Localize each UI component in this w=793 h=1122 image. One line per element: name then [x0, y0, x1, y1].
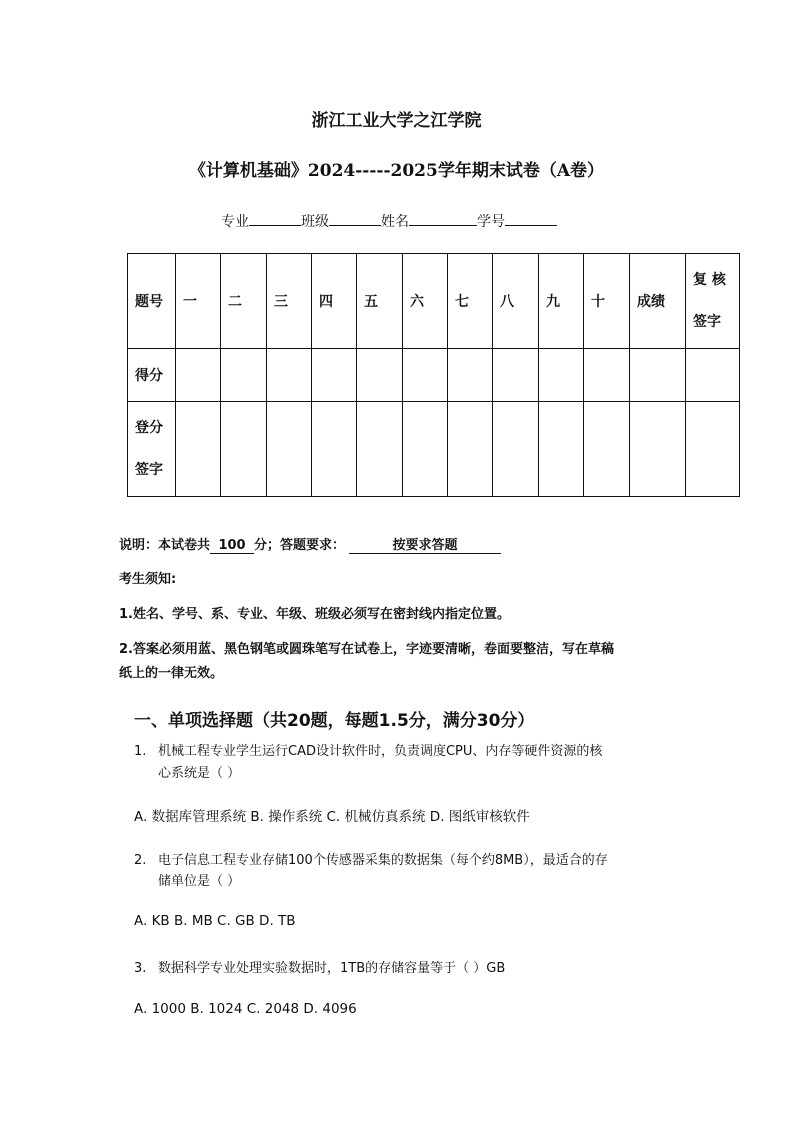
- score-cell[interactable]: [448, 349, 493, 402]
- row-label-sign: [128, 402, 176, 497]
- question-3: [134, 957, 505, 976]
- sign-cell[interactable]: [312, 402, 357, 497]
- score-row: [128, 349, 740, 402]
- score-cell[interactable]: [357, 349, 403, 402]
- question-text: 数据科学专业处理实验数据时，1TB的存储容量等于（ ）GB: [158, 961, 506, 976]
- column-header: 九: [539, 254, 584, 349]
- sign-cell[interactable]: [630, 402, 686, 497]
- sign-cell[interactable]: [493, 402, 539, 497]
- column-header-total: 成绩: [630, 254, 686, 349]
- score-cell[interactable]: [267, 349, 312, 402]
- column-header: 四: [312, 254, 357, 349]
- question-2-continued: 储单位是（ ）: [158, 874, 241, 889]
- question-text: 电子信息工程专业存储100个传感器采集的数据集（每个约8MB），最适合的存: [158, 853, 608, 868]
- question-number: 2.: [134, 853, 147, 868]
- sign-cell[interactable]: [448, 402, 493, 497]
- question-number-row: [128, 254, 740, 349]
- column-header: 一: [176, 254, 221, 349]
- sign-label-line1: 登分: [135, 420, 163, 436]
- score-cell[interactable]: [312, 349, 357, 402]
- question-number: 3.: [134, 961, 147, 976]
- score-table: [127, 253, 740, 497]
- question-1-continued: 心系统是（ ）: [158, 766, 241, 781]
- exam-note-line: [119, 534, 501, 554]
- column-header: 八: [493, 254, 539, 349]
- column-header: 五: [357, 254, 403, 349]
- sign-row: [128, 402, 740, 497]
- total-score: 100: [210, 538, 254, 554]
- rule-2-line1: 2.答案必须用蓝、黑色钢笔或圆珠笔写在试卷上，字迹要清晰，卷面要整洁，写在草稿: [119, 642, 614, 657]
- score-cell[interactable]: [630, 349, 686, 402]
- score-cell[interactable]: [686, 349, 740, 402]
- sign-cell[interactable]: [176, 402, 221, 497]
- question-1-options: A. 数据库管理系统 B. 操作系统 C. 机械仿真系统 D. 图纸审核软件: [134, 809, 530, 825]
- id-blank[interactable]: [505, 211, 557, 226]
- question-2: [134, 849, 608, 868]
- rule-1: 1.姓名、学号、系、专业、年级、班级必须写在密封线内指定位置。: [119, 607, 510, 622]
- sign-cell[interactable]: [221, 402, 267, 497]
- note-mid: 分；答题要求：: [254, 538, 346, 553]
- sign-cell[interactable]: [403, 402, 448, 497]
- review-label-line1: 复 核: [693, 272, 726, 288]
- row-label-score: 得分: [128, 349, 176, 402]
- class-label: 班级: [301, 214, 329, 230]
- sign-label-line2: 签字: [135, 462, 163, 478]
- score-cell[interactable]: [493, 349, 539, 402]
- notice-title: 考生须知:: [119, 572, 177, 587]
- review-sign-header: [686, 254, 740, 349]
- score-cell[interactable]: [403, 349, 448, 402]
- id-label: 学号: [477, 214, 505, 230]
- column-header: 十: [584, 254, 630, 349]
- name-label: 姓名: [381, 214, 409, 230]
- question-1: [134, 740, 602, 759]
- column-header: 六: [403, 254, 448, 349]
- answer-requirement: 按要求答题: [349, 534, 501, 554]
- class-blank[interactable]: [329, 211, 381, 226]
- school-title: 浙江工业大学之江学院: [311, 111, 482, 131]
- section-title: 一、单项选择题（共20题，每题1.5分，满分30分）: [134, 711, 535, 731]
- row-label-question: 题号: [128, 254, 176, 349]
- note-prefix: 说明：本试卷共: [119, 538, 211, 553]
- sign-cell[interactable]: [539, 402, 584, 497]
- score-cell[interactable]: [221, 349, 267, 402]
- question-number: 1.: [134, 744, 147, 759]
- score-cell[interactable]: [539, 349, 584, 402]
- question-text: 机械工程专业学生运行CAD设计软件时，负责调度CPU、内存等硬件资源的核: [158, 744, 603, 759]
- major-label: 专业: [221, 214, 249, 230]
- sign-cell[interactable]: [686, 402, 740, 497]
- question-2-options: A. KB B. MB C. GB D. TB: [134, 913, 296, 929]
- column-header: 二: [221, 254, 267, 349]
- exam-title: 《计算机基础》2024-----2025学年期末试卷（A卷）: [188, 161, 605, 181]
- sign-cell[interactable]: [357, 402, 403, 497]
- name-blank[interactable]: [409, 211, 477, 226]
- score-cell[interactable]: [584, 349, 630, 402]
- sign-cell[interactable]: [584, 402, 630, 497]
- column-header: 三: [267, 254, 312, 349]
- column-header: 七: [448, 254, 493, 349]
- review-label-line2: 签字: [693, 314, 721, 330]
- question-3-options: A. 1000 B. 1024 C. 2048 D. 4096: [134, 1001, 357, 1017]
- student-info-line: [221, 211, 557, 231]
- sign-cell[interactable]: [267, 402, 312, 497]
- rule-2-line2: 纸上的一律无效。: [119, 666, 224, 681]
- score-cell[interactable]: [176, 349, 221, 402]
- major-blank[interactable]: [249, 211, 301, 226]
